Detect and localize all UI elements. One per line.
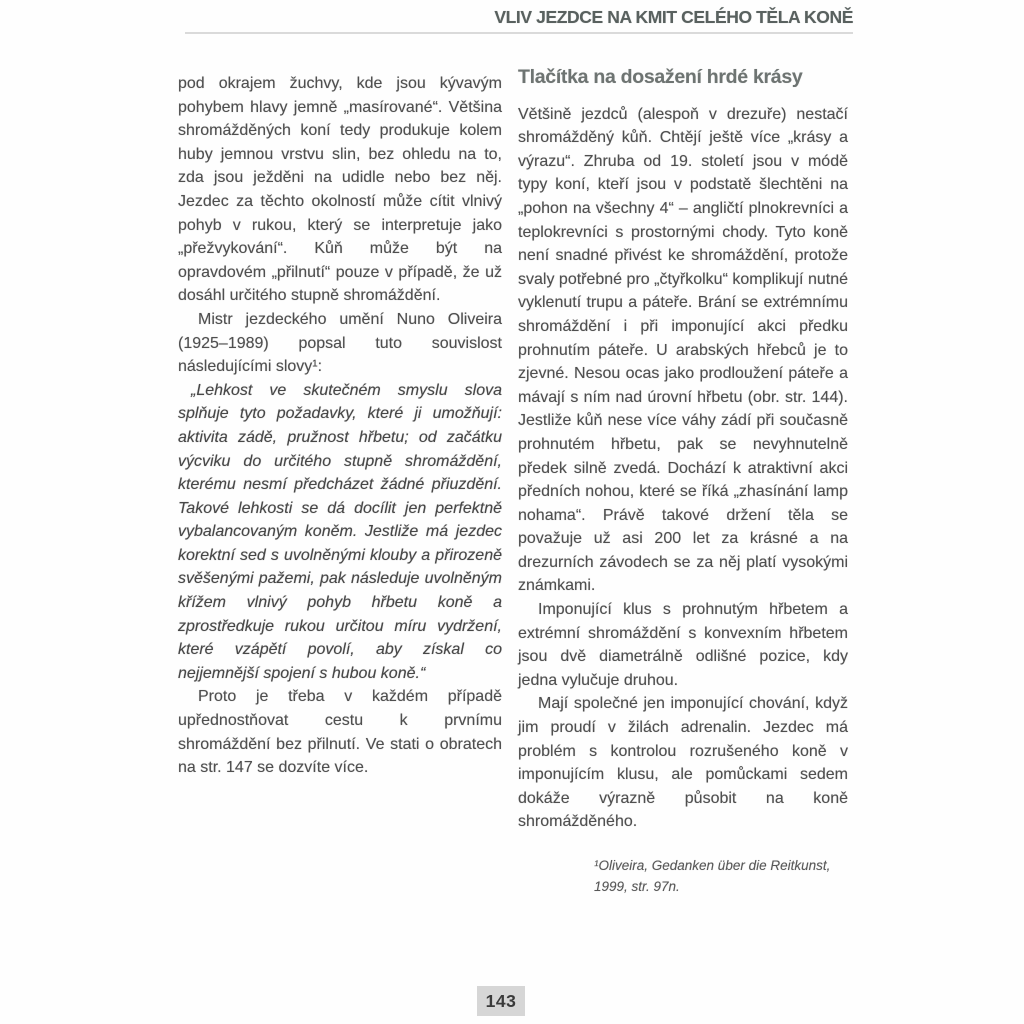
- header-divider-rule: [185, 32, 853, 34]
- paragraph: Mají společné jen imponující chování, když jim proudí v žilách adrenalin. Jezdec má problém s kontrolou rozrušeného koně v imponujícím klusu, ale pomůckami sedem dokáže výrazně působit na koně shromážděného.: [518, 695, 848, 831]
- paragraph: Mistr jezdeckého umění Nuno Oliveira (1925–1989) popsal tuto souvislost následujícími slovy¹:: [178, 310, 502, 376]
- section-heading: Tlačítka na dosažení hrdé krásy: [518, 66, 803, 88]
- paragraph: pod okrajem žuchvy, kde jsou kývavým pohybem hlavy jemně „masírované“. Většina shromážděných koní tedy produkuje kolem huby jemnou vrstvu slin, bez ohledu na to, zda jsou ježděni na udidle nebo bez něj. Jezdec za těchto okolností může cítit vlnivý pohyb v rukou, který se interpretuje jako „přežvykování“. Kůň může být na opravdovém „přilnutí“ pouze v případě, že už dosáhl určitého stupně shromáždění.: [178, 75, 502, 305]
- paragraph: Většině jezdců (alespoň v drezuře) nestačí shromážděný kůň. Chtějí ještě více „krásy a výrazu“. Zhruba od 19. století jsou v módě typy koní, kteří jsou v podstatě šlechtěni na „pohon na všechny 4“ – angličtí plnokrevníci a teplokrevníci s prostornými chody. Tyto koně není snadné přivést ke shromáždění, protože svaly potřebné pro „čtyřkolku“ komplikují nutné vyklenutí trupu a páteře. Brání se extrémnímu shromáždění i při imponující akci předku prohnutím páteře. U arabských hřebců je to zjevné. Nesou ocas jako prodloužení páteře a mávají s ním nad úrovní hřbetu (obr. str. 144). Jestliže kůň nese více váhy zádí při současně prohnutém hřbetu, pak se nevyhnutelně předek silně zvedá. Dochází k atraktivní akci předních nohou, které se říká „zhasínání lamp nohama“. Právě takové držení těla se považuje už asi 200 let za krásné a na drezurních závodech se za něj platí vysokými známkami.: [518, 105, 848, 595]
- footnote: ¹Oliveira, Gedanken über die Reitkunst, 1999, str. 97n.: [594, 858, 831, 894]
- block-quote: „Lehkost ve skutečném smyslu slova splňuje tyto požadavky, které ji umožňují: aktivita zádě, pružnost hřbetu; od začátku výcviku do určitého stupně shromáždění, kterému nesmí předcházet žádné přiuzdění. Takové lehkosti se dá docílit jen perfektně vybalancovaným koněm. Jestliže má jezdec korektní sed s uvolněnými klouby a přirozeně svěšenými pažemi, pak následuje uvolněným křížem vlnivý pohyb hřbetu koně a zprostředkuje rukou určitou míru vydržení, které vzápětí povolí, aby získal co nejjemnější spojení s hubou koně.“: [178, 381, 502, 682]
- paragraph: Proto je třeba v každém případě upřednostňovat cestu k prvnímu shromáždění bez přilnutí. Ve stati o obratech na str. 147 se dozvíte více.: [178, 688, 502, 777]
- page-number: 143: [477, 986, 525, 1016]
- running-header: VLIV JEZDCE NA KMIT CELÉHO TĚLA KONĚ: [494, 7, 853, 27]
- paragraph: Imponující klus s prohnutým hřbetem a extrémní shromáždění s konvexním hřbetem jsou dvě diametrálně odlišné pozice, kdy jedna vylučuje druhou.: [518, 601, 848, 689]
- left-column: [178, 72, 502, 780]
- right-column: [518, 66, 848, 897]
